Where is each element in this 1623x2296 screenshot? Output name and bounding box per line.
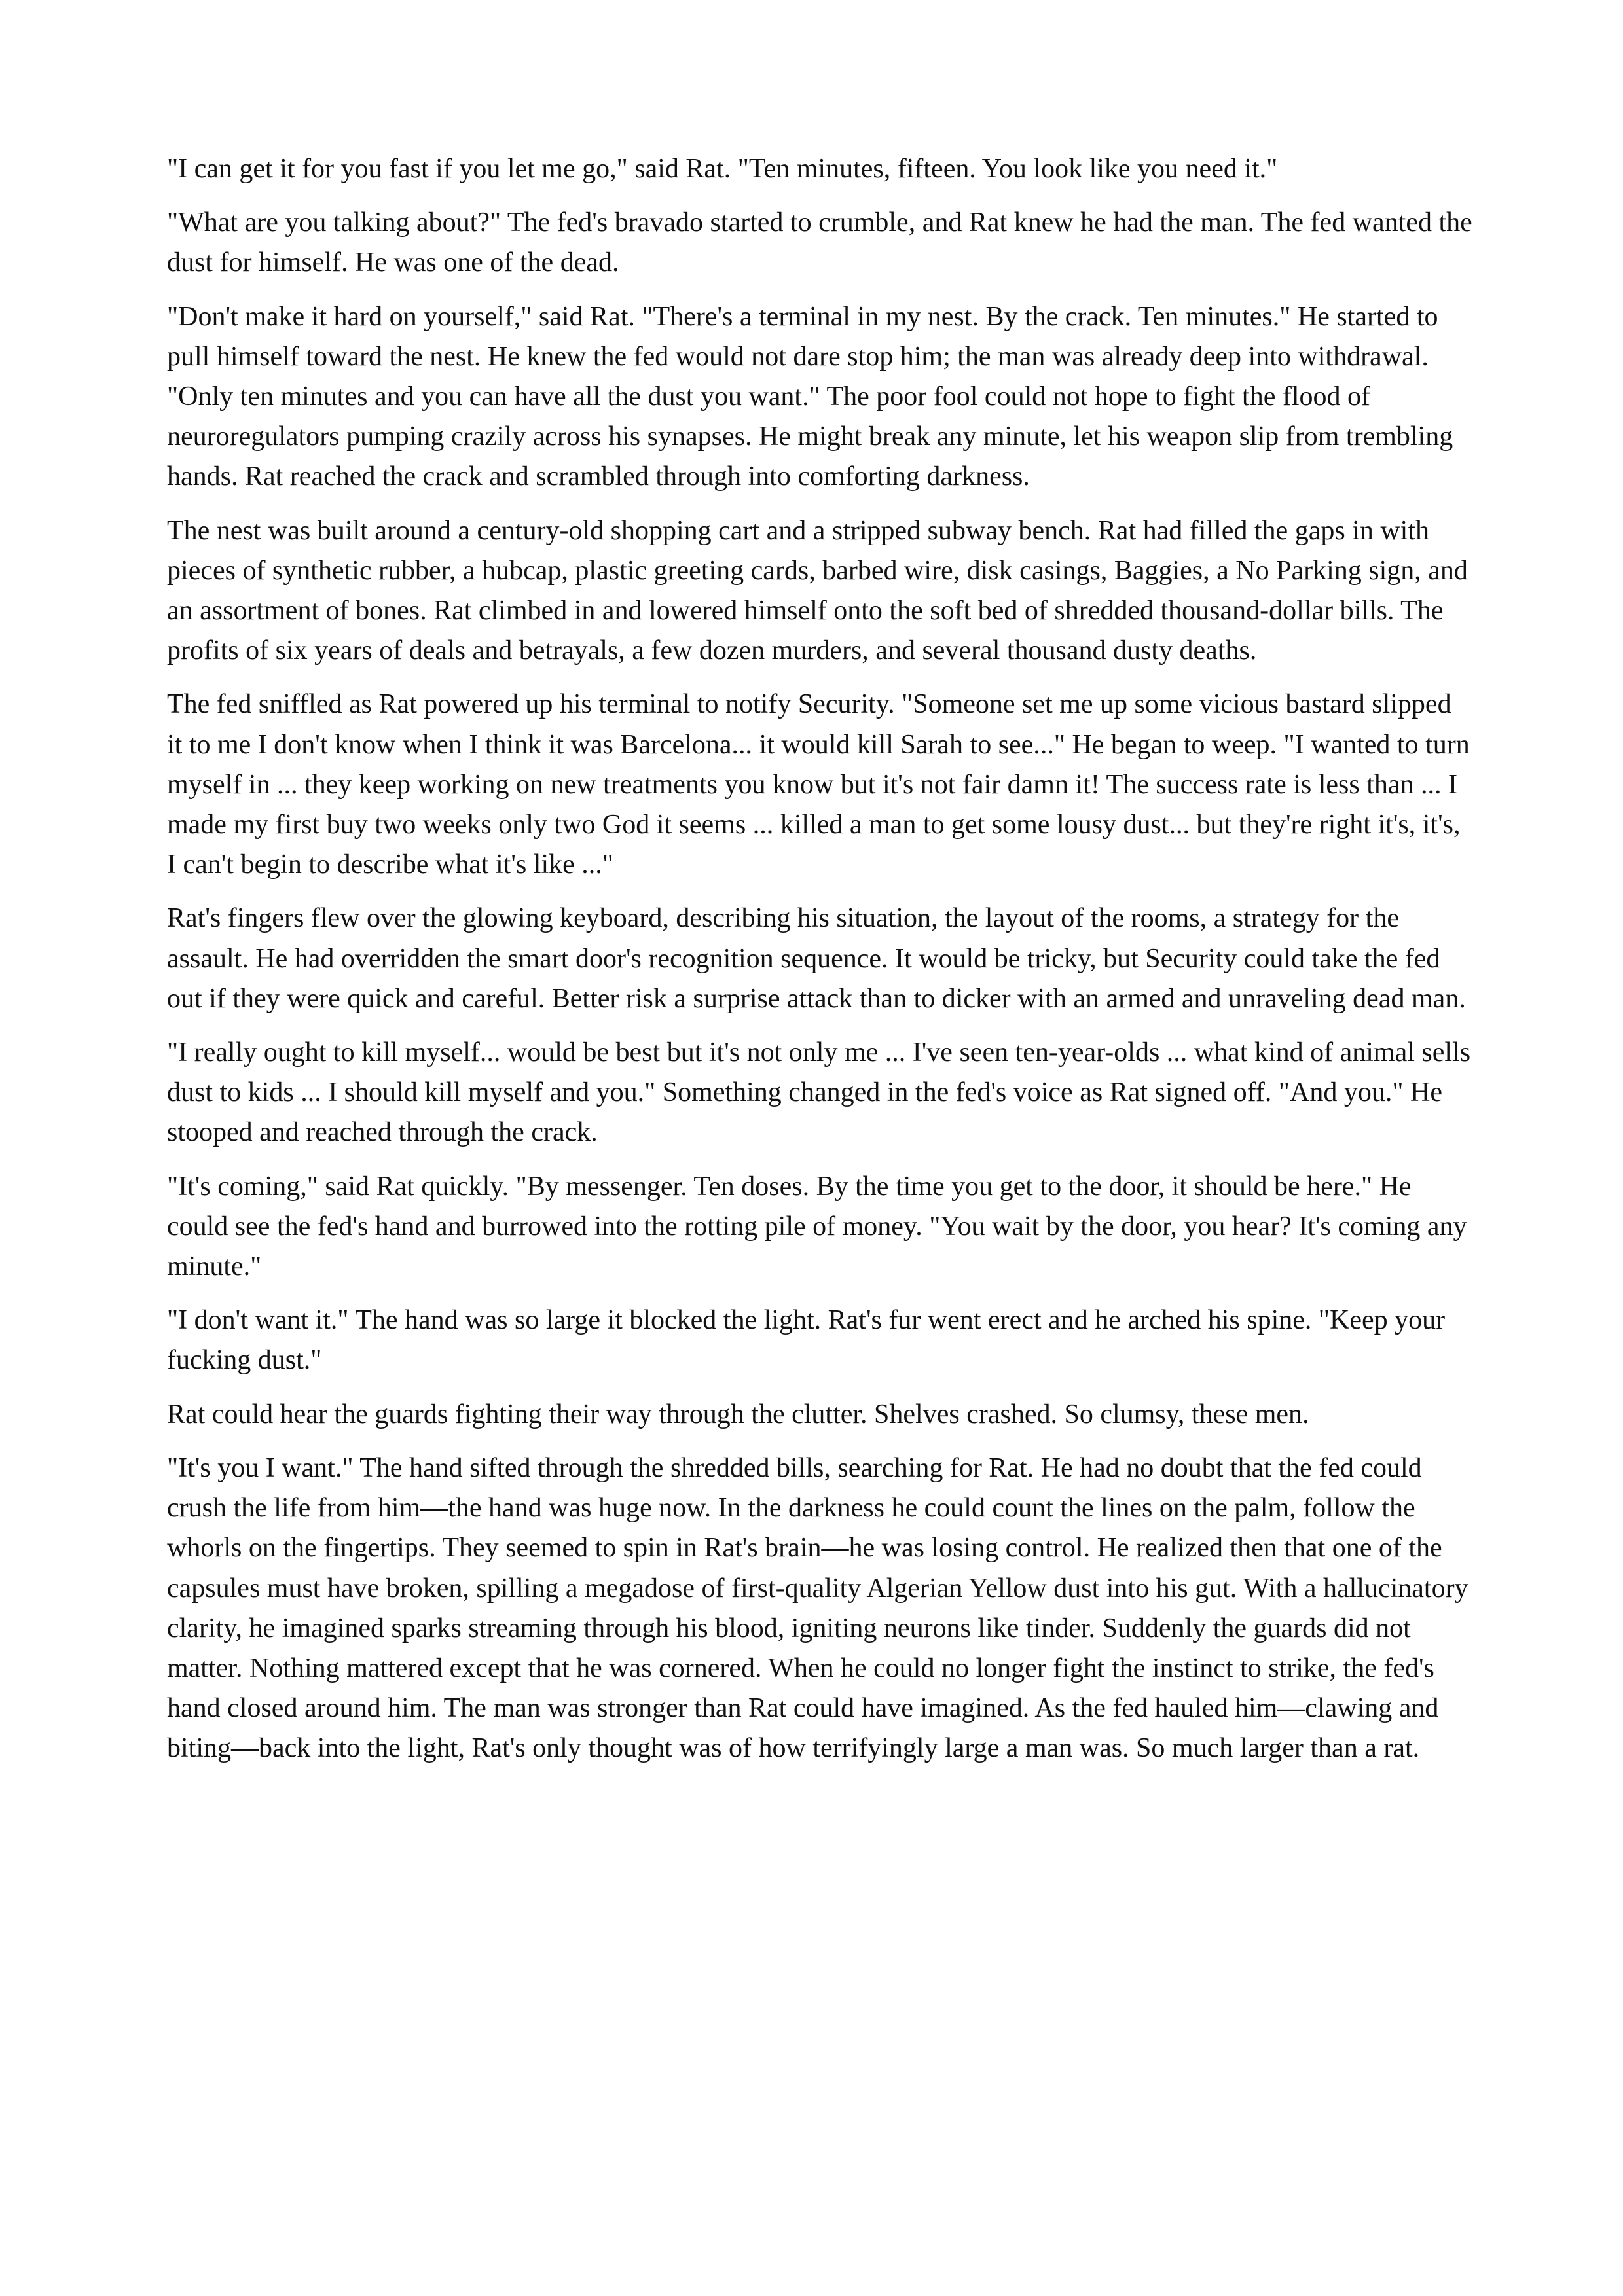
paragraph: "It's coming," said Rat quickly. "By messenger. Ten doses. By the time you get to the door, it should be here." He could see the fed's hand and burrowed into the rotting pile of money. "You wait by the door, you hear? It's coming any minute.": [167, 1171, 1467, 1282]
paragraph: The nest was built around a century-old shopping cart and a stripped subway bench. Rat had filled the gaps in with pieces of synthetic rubber, a hubcap, plastic greeting cards, barbed wire, disk casings, Baggies, a No Parking sign, and an assortment of bones. Rat climbed in and lowered himself onto the soft bed of shredded thousand-dollar bills. The profits of six years of deals and betrayals, a few dozen murders, and several thousand dusty deaths.: [167, 515, 1468, 666]
document-page: [167, 149, 1473, 1783]
paragraph: "It's you I want." The hand sifted through the shredded bills, searching for Rat. He had no doubt that the fed could crush the life from him—the hand was huge now. In the darkness he could count the lines on the palm, follow the whorls on the fingertips. They seemed to spin in Rat's brain—he was losing control. He realized then that one of the capsules must have broken, spilling a megadose of first-quality Algerian Yellow dust into his gut. With a hallucinatory clarity, he imagined sparks streaming through his blood, igniting neurons like tinder. Suddenly the guards did not matter. Nothing mattered except that he was cornered. When he could no longer fight the instinct to strike, the fed's hand closed around him. The man was stronger than Rat could have imagined. As the fed hauled him—clawing and biting—back into the light, Rat's only thought was of how terrifyingly large a man was. So much larger than a rat.: [167, 1452, 1468, 1764]
paragraph: "Don't make it hard on yourself," said Rat. "There's a terminal in my nest. By the crack. Ten minutes." He started to pull himself toward the nest. He knew the fed would not dare stop him; the man was already deep into withdrawal. "Only ten minutes and you can have all the dust you want." The poor fool could not hope to fight the flood of neuroregulators pumping crazily across his synapses. He might break any minute, let his weapon slip from trembling hands. Rat reached the crack and scrambled through into comforting darkness.: [167, 301, 1453, 492]
paragraph: "I can get it for you fast if you let me go," said Rat. "Ten minutes, fifteen. You look like you need it.": [167, 154, 1278, 184]
paragraph: Rat's fingers flew over the glowing keyboard, describing his situation, the layout of the rooms, a strategy for the assault. He had overridden the smart door's recognition sequence. It would be tricky, but Security could take the fed out if they were quick and careful. Better risk a surprise attack than to dicker with an armed and unraveling dead man.: [167, 903, 1466, 1014]
paragraph: "What are you talking about?" The fed's bravado started to crumble, and Rat knew he had the man. The fed wanted the dust for himself. He was one of the dead.: [167, 207, 1472, 278]
paragraph: "I don't want it." The hand was so large it blocked the light. Rat's fur went erect and he arched his spine. "Keep your fucking dust.": [167, 1305, 1446, 1376]
paragraph: The fed sniffled as Rat powered up his terminal to notify Security. "Someone set me up some vicious bastard slipped it to me I don't know when I think it was Barcelona... it would kill Sarah to see..." He began to weep. "I wanted to turn myself in ... they keep working on new treatments you know but it's not fair damn it! The success rate is less than ... I made my first buy two weeks only two God it seems ... killed a man to get some lousy dust... but they're right it's, it's, I can't begin to describe what it's like ...": [167, 689, 1470, 880]
paragraph: "I really ought to kill myself... would be best but it's not only me ... I've seen ten-year-olds ... what kind of animal sells dust to kids ... I should kill myself and you." Something changed in the fed's voice as Rat signed off. "And you." He stooped and reached through the crack.: [167, 1037, 1471, 1148]
paragraph: Rat could hear the guards fighting their way through the clutter. Shelves crashed. So clumsy, these men.: [167, 1399, 1309, 1429]
